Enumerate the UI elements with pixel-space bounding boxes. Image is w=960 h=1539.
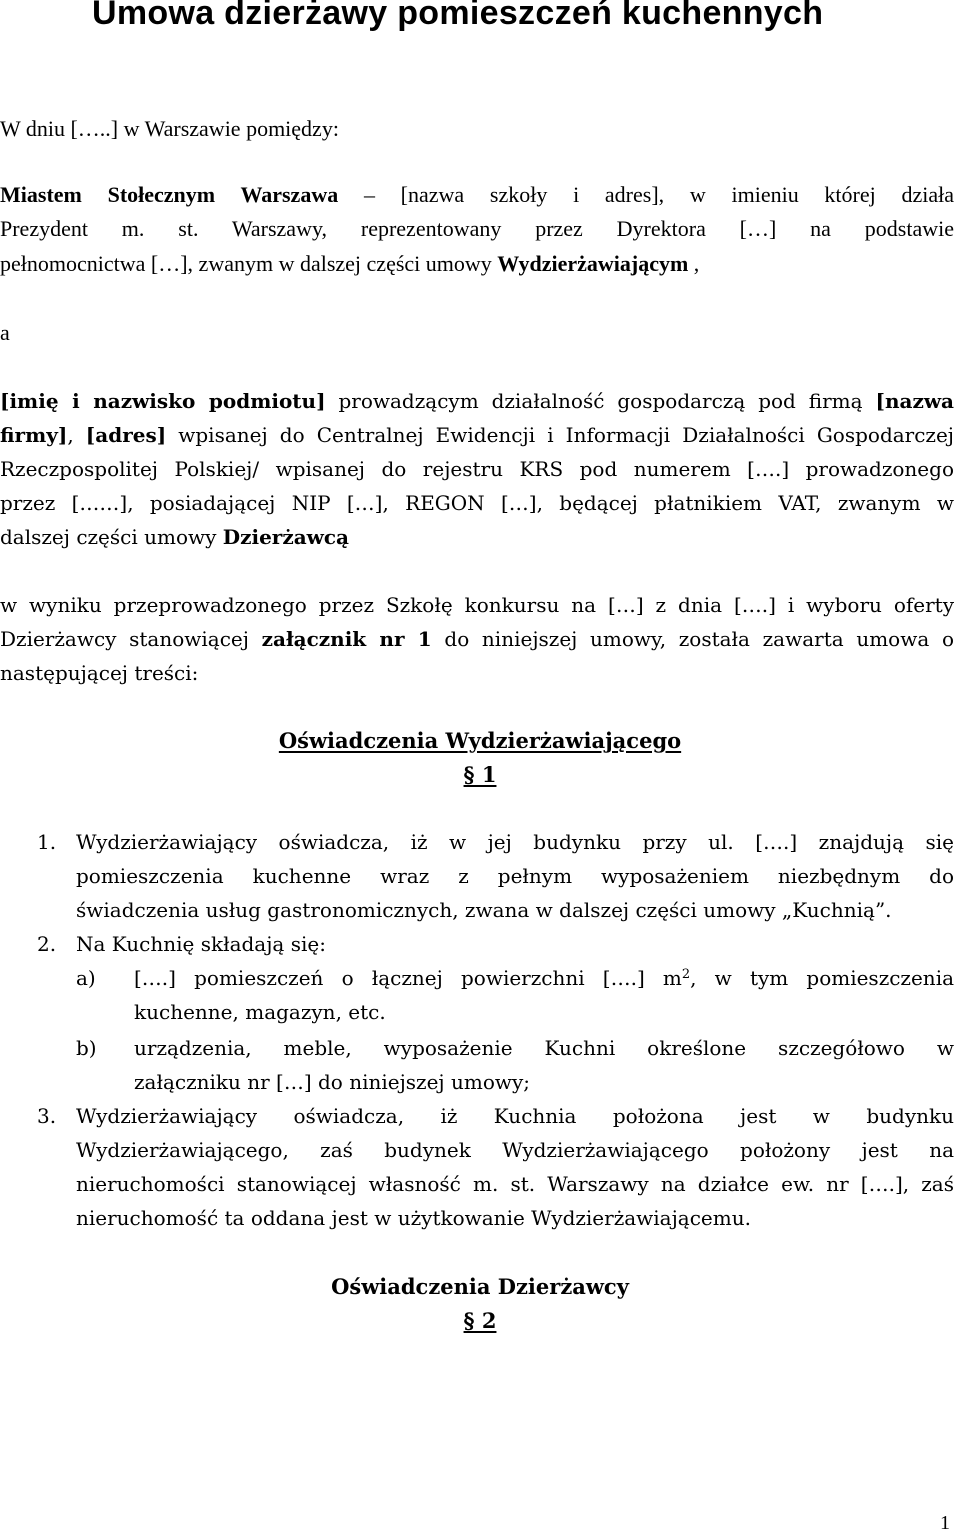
result-line-3: następującej treści: — [0, 661, 199, 685]
result-line-2: Dzierżawcy stanowiącej załącznik nr 1 do niniejszej umowy, została zawarta umowa o — [0, 627, 954, 651]
party2-line-1: [imię i nazwisko podmiotu] prowadzącym działalność gospodarczą pod firmą [nazwa — [0, 389, 955, 413]
section2-heading: Oświadczenia Dzierżawcy — [331, 1274, 629, 1299]
conjunction: a — [0, 320, 10, 345]
item-1-line-2: pomieszczenia kuchenne wraz z pełnym wyposażeniem niezbędnym do — [76, 864, 954, 888]
item-3-line-3: nieruchomości stanowiącej własność m. st. Warszawy na działce ew. nr [….], zaś — [76, 1172, 954, 1196]
item-2-number: 2. — [37, 932, 57, 956]
item-1-line-3: świadczenia usług gastronomicznych, zwana w dalszej części umowy „Kuchnią”. — [76, 898, 892, 922]
intro-date-line: W dniu […..] w Warszawie pomiędzy: — [0, 116, 339, 141]
section2-paragraph-sign: § 2 — [463, 1308, 497, 1333]
subitem-a-line-2: kuchenne, magazyn, etc. — [134, 1000, 386, 1024]
subitem-a-line-1: [….] pomieszczeń o łącznej powierzchni [….] $m^2$, w tym pomieszczenia — [134, 966, 955, 990]
party1-line-2: Prezydent m. st. Warszawy, reprezentowany przez Dyrektora […] na podstawie — [0, 216, 954, 241]
item-2-line-1: Na Kuchnię składają się: — [76, 932, 326, 956]
item-3-line-2: Wydzierżawiającego, zaś budynek Wydzierżawiającego położony jest na — [76, 1138, 954, 1162]
party1-role: Wydzierżawiającym — [497, 251, 689, 276]
section1-paragraph-sign: § 1 — [463, 762, 497, 787]
result-line-1: w wyniku przeprowadzonego przez Szkołę konkursu na […] z dnia [….] i wyboru oferty — [0, 593, 954, 617]
item-1-line-1: Wydzierżawiający oświadcza, iż w jej budynku przy ul. [….] znajdują się — [76, 830, 954, 854]
item-3-number: 3. — [37, 1104, 57, 1128]
section1-heading: Oświadczenia Wydzierżawiającego — [278, 728, 682, 753]
item-3-line-1: Wydzierżawiający oświadcza, iż Kuchnia położona jest w budynku — [76, 1104, 954, 1128]
party1-line-1: Miastem Stołecznym Warszawa – [nazwa szkoły i adres], w imieniu której działa — [0, 182, 954, 207]
party1-line-3: pełnomocnictwa […], zwanym w dalszej części umowy Wydzierżawiającym , — [0, 251, 700, 276]
page-number: 1 — [940, 1512, 950, 1534]
subitem-a-label: a) — [76, 966, 96, 990]
party2-role: Dzierżawcą — [222, 525, 350, 549]
party1-name: Miastem Stołecznym Warszawa — [0, 182, 339, 207]
party2-line-2: firmy], [adres] wpisanej do Centralnej Ewidencji i Informacji Działalności Gospodarczej — [0, 423, 954, 447]
document-title: Umowa dzierżawy pomieszczeń kuchennych — [92, 0, 824, 32]
subitem-b-line-1: urządzenia, meble, wyposażenie Kuchni określone szczegółowo w — [134, 1036, 954, 1060]
party2-line-5: dalszej części umowy Dzierżawcą — [0, 525, 350, 549]
party2-line-3: Rzeczpospolitej Polskiej/ wpisanej do rejestru KRS pod numerem [….] prowadzonego — [0, 457, 954, 481]
subitem-b-line-2: załączniku nr […] do niniejszej umowy; — [134, 1070, 531, 1094]
attachment-reference: załącznik nr 1 — [261, 627, 432, 651]
item-3-line-4: nieruchomość ta oddana jest w użytkowanie Wydzierżawiającemu. — [76, 1206, 751, 1230]
party2-line-4: przez [……], posiadającej NIP […], REGON […], będącej płatnikiem VAT, zwanym w — [0, 491, 954, 515]
item-1-number: 1. — [37, 830, 57, 854]
subitem-b-label: b) — [76, 1036, 97, 1060]
